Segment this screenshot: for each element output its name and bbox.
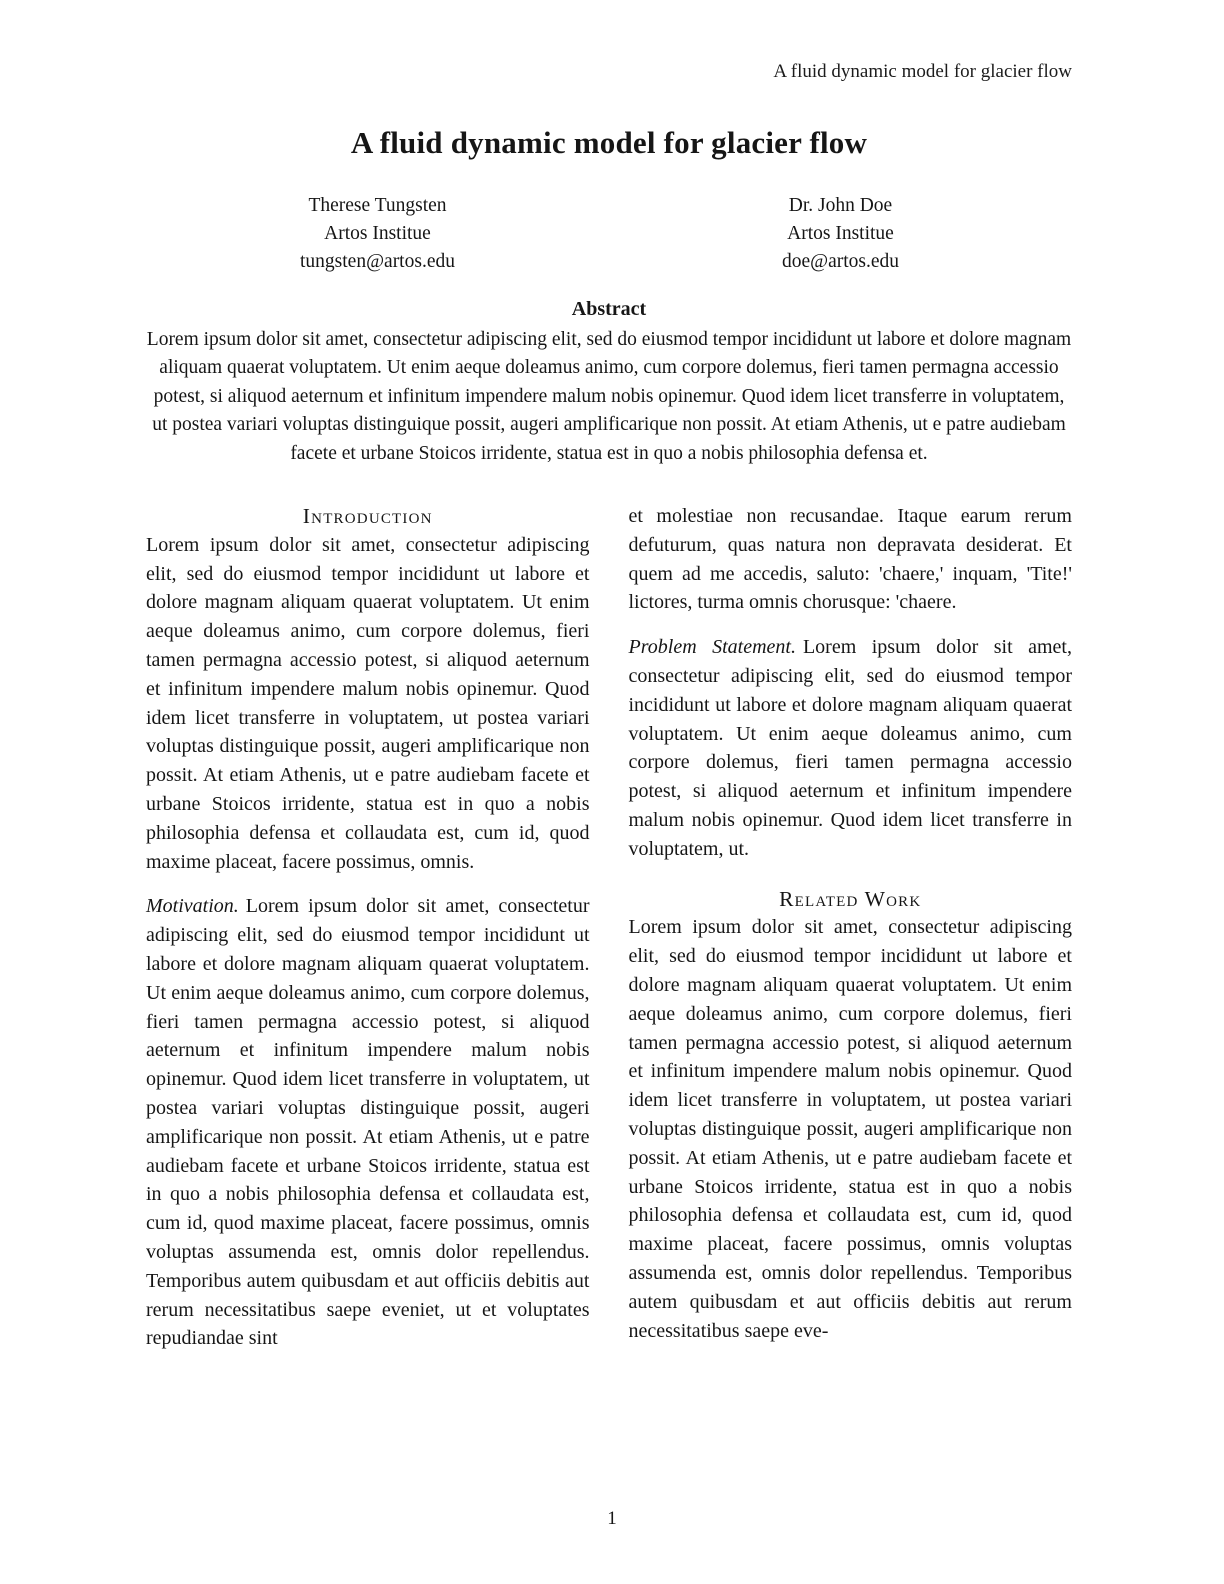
author-email: tungsten@artos.edu bbox=[300, 251, 455, 272]
problem-statement-text: Lorem ipsum dolor sit amet, consectetur adipiscing elit, sed do eiusmod tempor incididunt ut labore et dolore magnam aliquam quaerat voluptatem. Ut enim aeque doleamus animo, cum corpore dolemus, fieri tamen permagna accessio potest, si aliquod aeternum et infinitum impendere malum nobis opinemur. Quod idem licet transferre in voluptatem, ut. bbox=[628, 636, 1072, 860]
author-name: Therese Tungsten bbox=[308, 195, 447, 216]
motivation-continuation-paragraph: et molestiae non recusandae. Itaque earum rerum defuturum, quas natura non depravata desiderat. Et quem ad me accedis, saluto: 'chaere,' inquam, 'Tite!' lictores, turma omnis chorusque: 'chaere. bbox=[628, 505, 1072, 614]
introduction-paragraph: Lorem ipsum dolor sit amet, consectetur adipiscing elit, sed do eiusmod tempor incididunt ut labore et dolore magnam aliquam quaerat voluptatem. Ut enim aeque doleamus animo, cum corpore dolemus, fieri tamen permagna accessio potest, si aliquod aeternum et infinitum impendere malum nobis opinemur. Quod idem licet transferre in voluptatem, ut postea variari voluptas distinguique possit, augeri amplificarique non possit. At etiam Athenis, ut e patre audiebam facete et urbane Stoicos irridente, statua est in quo a nobis philosophia defensa et collaudata est, cum id, quod maxime placeat, facere possimus, omnis. bbox=[146, 533, 590, 873]
author-card bbox=[146, 192, 609, 276]
left-column bbox=[146, 502, 590, 1353]
running-head: A fluid dynamic model for glacier flow bbox=[773, 61, 1072, 82]
related-work-paragraph: Lorem ipsum dolor sit amet, consectetur adipiscing elit, sed do eiusmod tempor incididunt ut labore et dolore magnam aliquam quaerat voluptatem. Ut enim aeque doleamus animo, cum corpore dolemus, fieri tamen permagna accessio potest, si aliquod aeternum et infinitum impendere malum nobis opinemur. Quod idem licet transferre in voluptatem, ut postea variari voluptas distinguique possit, augeri amplificarique non possit. At etiam Athenis, ut e patre audiebam facete et urbane Stoicos irridente, statua est in quo a nobis philosophia defensa et collaudata est, cum id, quod maxime placeat, facere possimus, omnis voluptas assumenda est, omnis dolor repellendus. Temporibus autem quibusdam et aut officiis debitis aut rerum necessitatibus saepe eve- bbox=[628, 916, 1072, 1342]
author-name: Dr. John Doe bbox=[788, 195, 893, 216]
author-card bbox=[609, 192, 1072, 276]
page-number: 1 bbox=[607, 1508, 617, 1529]
author-affiliation: Artos Institue bbox=[787, 223, 894, 244]
author-affiliation: Artos Institue bbox=[324, 223, 431, 244]
problem-statement-paragraph bbox=[629, 633, 1073, 863]
two-column-layout bbox=[146, 502, 1072, 1353]
motivation-paragraph bbox=[146, 892, 590, 1353]
abstract-section bbox=[146, 297, 1072, 468]
abstract-text: Lorem ipsum dolor sit amet, consectetur adipiscing elit, sed do eiusmod tempor incididunt ut labore et dolore magnam aliquam quaerat voluptatem. Ut enim aeque doleamus animo, cum corpore dolemus, fieri tamen permagna accessio potest, si aliquod aeternum et infinitum impendere malum nobis opinemur. Quod idem licet transferre in voluptatem, ut postea variari voluptas distinguique possit, augeri amplificarique non possit. At etiam Athenis, ut e patre audiebam facete et urbane Stoicos irridente, statua est in quo a nobis philosophia defensa et. bbox=[146, 329, 1072, 464]
motivation-label: Motivation. bbox=[146, 895, 239, 918]
abstract-heading: Abstract bbox=[571, 298, 647, 320]
paper-title: A fluid dynamic model for glacier flow bbox=[350, 125, 868, 160]
authors-block bbox=[146, 192, 1072, 276]
motivation-text: Lorem ipsum dolor sit amet, consectetur adipiscing elit, sed do eiusmod tempor incididunt ut labore et dolore magnam aliquam quaerat voluptatem. Ut enim aeque doleamus animo, cum corpore dolemus, fieri tamen permagna accessio potest, si aliquod aeternum et infinitum impendere malum nobis opinemur. Quod idem licet transferre in voluptatem, ut postea variari voluptas distinguique possit, augeri amplificarique non possit. At etiam Athenis, ut e patre audiebam facete et urbane Stoicos irridente, statua est in quo a nobis philosophia defensa et collaudata est, cum id, quod maxime placeat, facere possimus, omnis voluptas assumenda est, omnis dolor repellendus. Temporibus autem quibusdam et aut officiis debitis aut rerum necessitatibus saepe eveniet, ut et voluptates repudiandae sint bbox=[146, 895, 590, 1350]
right-column bbox=[629, 502, 1073, 1353]
problem-statement-label: Problem Statement. bbox=[628, 636, 796, 659]
section-heading-introduction: Introduction bbox=[302, 504, 433, 529]
author-email: doe@artos.edu bbox=[781, 251, 900, 272]
section-heading-related-work: Related Work bbox=[779, 886, 922, 911]
